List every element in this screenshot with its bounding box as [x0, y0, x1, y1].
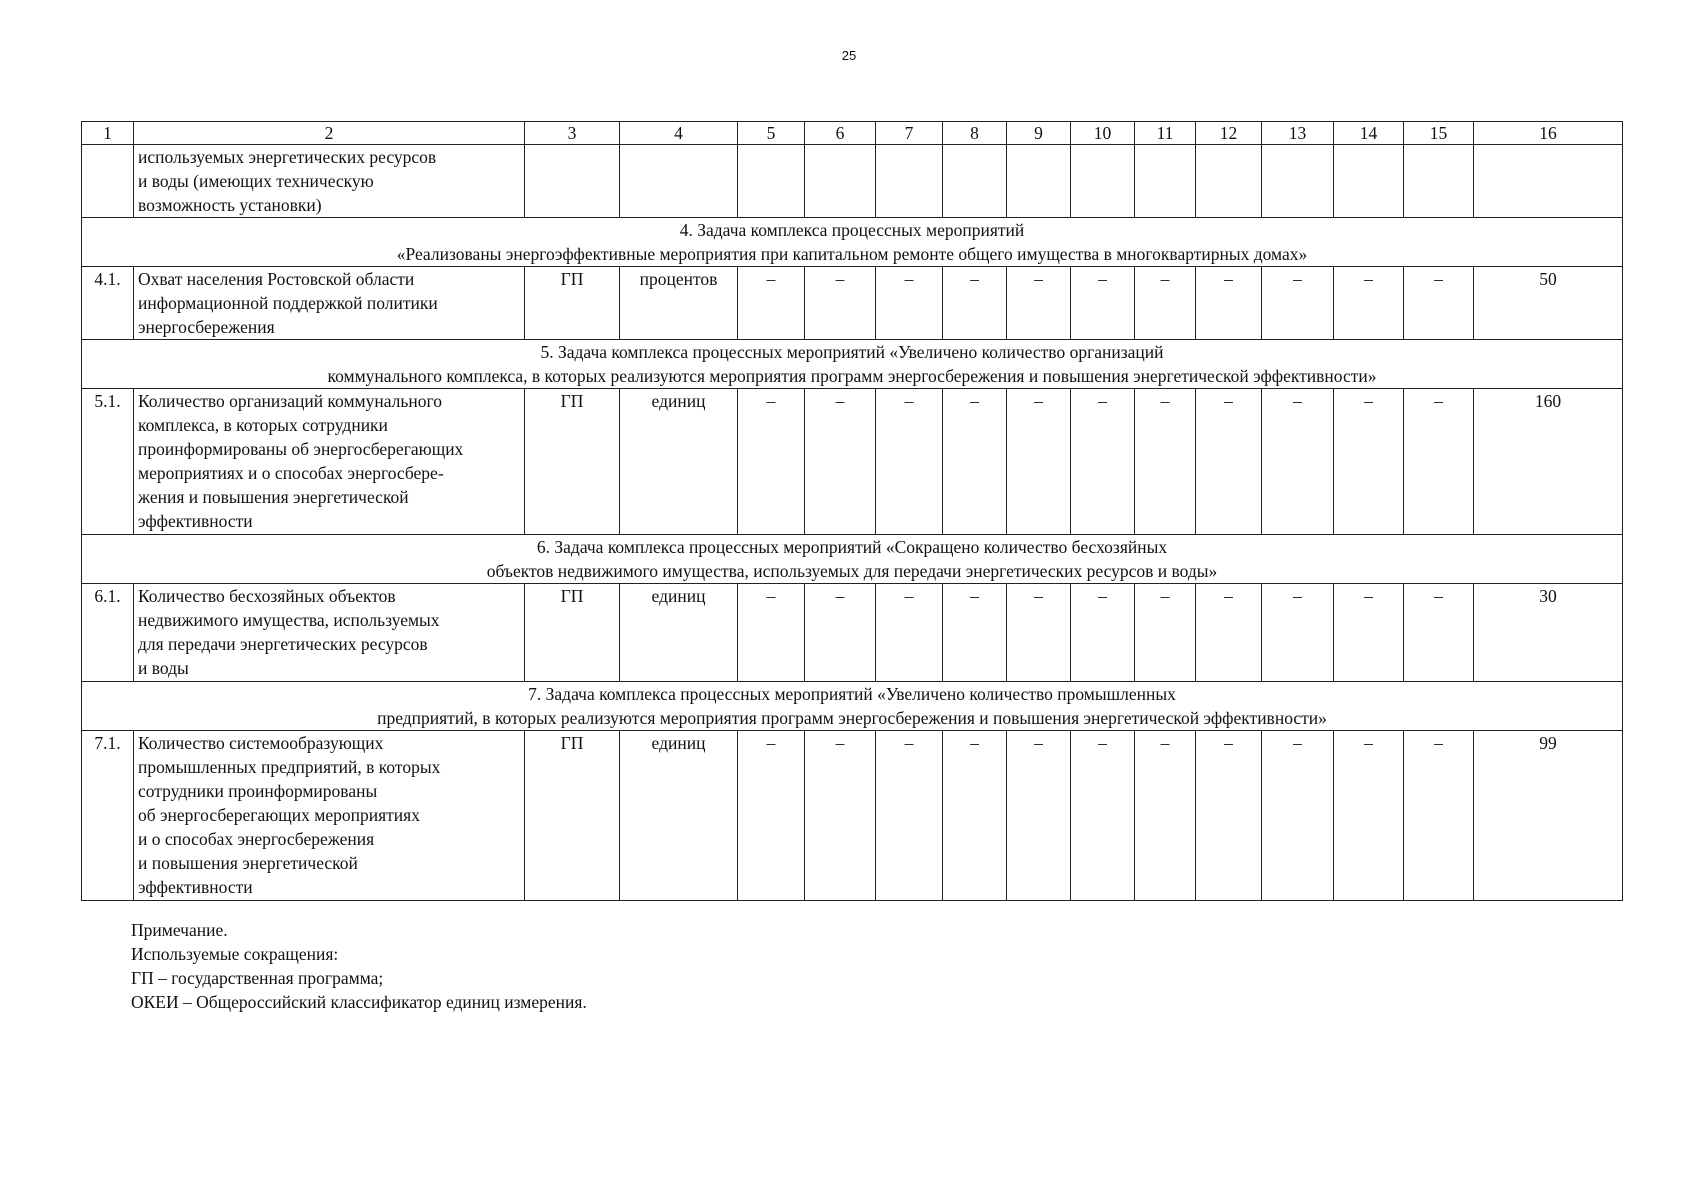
value-cell: –: [1196, 389, 1262, 535]
column-number: 7: [876, 122, 943, 145]
final-value: 30: [1474, 584, 1623, 682]
section-title: [82, 682, 1623, 731]
value-cell: –: [1262, 267, 1334, 340]
value-cell: –: [738, 731, 805, 901]
indicator-type: ГП: [525, 267, 620, 340]
text-line: эффективности: [138, 511, 253, 531]
final-value: 160: [1474, 389, 1623, 535]
value-cell: –: [1334, 389, 1404, 535]
column-number: 2: [134, 122, 525, 145]
row-number: 5.1.: [82, 389, 134, 535]
value-cell: –: [738, 267, 805, 340]
text-line: 7. Задача комплекса процессных мероприятий «Увеличено количество промышленных: [528, 684, 1176, 704]
indicator-type: ГП: [525, 389, 620, 535]
value-cell: –: [1404, 731, 1474, 901]
column-number: 9: [1007, 122, 1071, 145]
value-cell: –: [1404, 584, 1474, 682]
unit: процентов: [620, 267, 738, 340]
text-line: комплекса, в которых сотрудники: [138, 415, 388, 435]
text-line: информационной поддержкой политики: [138, 293, 438, 313]
column-number: 10: [1071, 122, 1135, 145]
indicator-name: [134, 267, 525, 340]
column-number: 4: [620, 122, 738, 145]
column-number: 12: [1196, 122, 1262, 145]
value-cell: –: [1404, 267, 1474, 340]
text-line: энергосбережения: [138, 317, 275, 337]
text-line: Количество бесхозяйных объектов: [138, 586, 396, 606]
unit: единиц: [620, 584, 738, 682]
column-number: 13: [1262, 122, 1334, 145]
indicator-name: [134, 145, 525, 218]
indicator-type: ГП: [525, 731, 620, 901]
text-line: и воды: [138, 658, 189, 678]
section-header-row: [82, 535, 1623, 584]
text-line: возможность установки): [138, 195, 322, 215]
value-cell: –: [943, 389, 1007, 535]
text-line: промышленных предприятий, в которых: [138, 757, 441, 777]
text-line: и повышения энергетической: [138, 853, 358, 873]
value-cell: –: [1262, 389, 1334, 535]
value-cell: –: [1196, 731, 1262, 901]
section-header-row: [82, 682, 1623, 731]
value-cell: –: [738, 389, 805, 535]
text-line: мероприятиях и о способах энергосбере-: [138, 463, 444, 483]
text-line: Количество системообразующих: [138, 733, 384, 753]
section-title: [82, 340, 1623, 389]
text-line: и воды (имеющих техническую: [138, 171, 374, 191]
text-line: объектов недвижимого имущества, используемых для передачи энергетических ресурсов и воды»: [486, 561, 1218, 581]
column-number: 11: [1135, 122, 1196, 145]
section-title: [82, 218, 1623, 267]
table-row: [82, 267, 1623, 340]
value-cell: –: [805, 731, 876, 901]
unit: единиц: [620, 731, 738, 901]
value-cell: –: [805, 584, 876, 682]
value-cell: –: [876, 389, 943, 535]
text-line: и о способах энергосбережения: [138, 829, 375, 849]
value-cell: –: [1135, 389, 1196, 535]
unit: единиц: [620, 389, 738, 535]
text-line: проинформированы об энергосберегающих: [138, 439, 464, 459]
text-line: для передачи энергетических ресурсов: [138, 634, 428, 654]
notes-block: [131, 918, 587, 1014]
text-line: «Реализованы энергоэффективные мероприятия при капитальном ремонте общего имущества в многоквартирных домах»: [396, 244, 1308, 264]
indicator-name: [134, 731, 525, 901]
value-cell: –: [1007, 584, 1071, 682]
value-cell: –: [1404, 389, 1474, 535]
value-cell: –: [1071, 731, 1135, 901]
column-number: 16: [1474, 122, 1623, 145]
column-number: 6: [805, 122, 876, 145]
value-cell: –: [876, 731, 943, 901]
section-title: [82, 535, 1623, 584]
column-number: 3: [525, 122, 620, 145]
final-value: 99: [1474, 731, 1623, 901]
value-cell: –: [805, 267, 876, 340]
value-cell: –: [1196, 267, 1262, 340]
value-cell: –: [1262, 731, 1334, 901]
column-number: 8: [943, 122, 1007, 145]
value-cell: –: [943, 267, 1007, 340]
value-cell: –: [1135, 731, 1196, 901]
indicator-type: ГП: [525, 584, 620, 682]
text-line: Количество организаций коммунального: [138, 391, 442, 411]
text-line: используемых энергетических ресурсов: [138, 147, 437, 167]
value-cell: –: [1334, 584, 1404, 682]
value-cell: –: [1071, 389, 1135, 535]
column-number: 5: [738, 122, 805, 145]
text-line: 5. Задача комплекса процессных мероприятий «Увеличено количество организаций: [540, 342, 1164, 362]
text-line: коммунального комплекса, в которых реализуются мероприятия программ энергосбережения и повышения энергетической эффективности»: [327, 366, 1377, 386]
value-cell: –: [1334, 267, 1404, 340]
column-number: 14: [1334, 122, 1404, 145]
column-number: 1: [82, 122, 134, 145]
value-cell: –: [1007, 731, 1071, 901]
abbreviation-item: ГП – государственная программа;: [131, 968, 384, 988]
notes-title: Примечание.: [131, 920, 228, 940]
value-cell: –: [943, 731, 1007, 901]
value-cell: –: [1135, 584, 1196, 682]
indicator-name: [134, 584, 525, 682]
row-number: 7.1.: [82, 731, 134, 901]
table-row: [82, 389, 1623, 535]
text-line: Охват населения Ростовской области: [138, 269, 415, 289]
section-header-row: [82, 218, 1623, 267]
value-cell: –: [1196, 584, 1262, 682]
value-cell: –: [876, 584, 943, 682]
value-cell: –: [1071, 584, 1135, 682]
final-value: 50: [1474, 267, 1623, 340]
value-cell: –: [1007, 389, 1071, 535]
notes-subtitle: Используемые сокращения:: [131, 944, 339, 964]
value-cell: –: [1135, 267, 1196, 340]
value-cell: –: [738, 584, 805, 682]
row-number: 4.1.: [82, 267, 134, 340]
table-row: [82, 731, 1623, 901]
value-cell: –: [943, 584, 1007, 682]
text-line: жения и повышения энергетической: [138, 487, 409, 507]
indicator-name: [134, 389, 525, 535]
column-number-row: [82, 122, 1623, 145]
value-cell: –: [1007, 267, 1071, 340]
text-line: об энергосберегающих мероприятиях: [138, 805, 420, 825]
abbreviation-item: ОКЕИ – Общероссийский классификатор единиц измерения.: [131, 992, 587, 1012]
value-cell: –: [876, 267, 943, 340]
text-line: 6. Задача комплекса процессных мероприятий «Сокращено количество бесхозяйных: [536, 537, 1168, 557]
value-cell: –: [1334, 731, 1404, 901]
section-header-row: [82, 340, 1623, 389]
text-line: эффективности: [138, 877, 253, 897]
value-cell: –: [1262, 584, 1334, 682]
text-line: недвижимого имущества, используемых: [138, 610, 440, 630]
table-row: [82, 584, 1623, 682]
indicators-table: [81, 121, 1623, 901]
text-line: 4. Задача комплекса процессных мероприятий: [679, 220, 1025, 240]
page-number: 25: [841, 48, 857, 63]
column-number: 15: [1404, 122, 1474, 145]
table-row: [82, 145, 1623, 218]
value-cell: –: [1071, 267, 1135, 340]
text-line: предприятий, в которых реализуются мероприятия программ энергосбережения и повышения энергетической эффективности»: [377, 708, 1327, 728]
value-cell: –: [805, 389, 876, 535]
text-line: сотрудники проинформированы: [138, 781, 378, 801]
row-number: 6.1.: [82, 584, 134, 682]
